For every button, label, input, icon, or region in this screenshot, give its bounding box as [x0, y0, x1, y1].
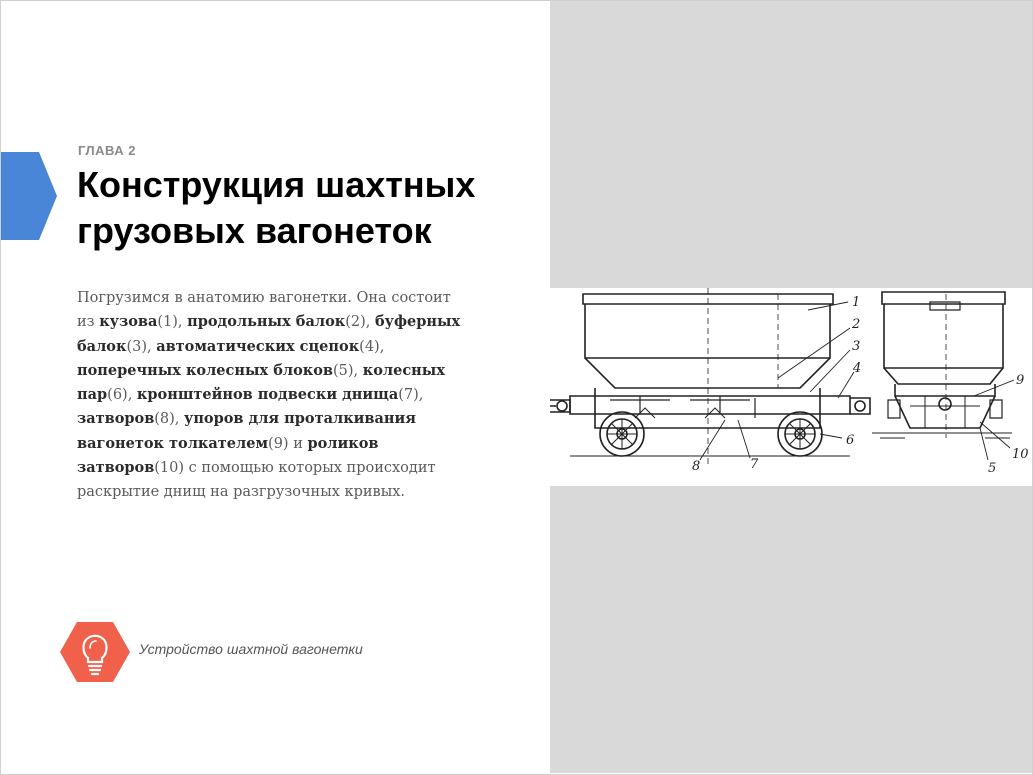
title-line-1: Конструкция шахтных	[77, 164, 476, 205]
chevron-right-icon	[1, 152, 57, 240]
body-text: (1),	[157, 314, 188, 331]
body-text: Погрузимся в анатомию вагонетки. Она состоит из	[77, 290, 451, 331]
mining-car-drawing	[550, 288, 1032, 486]
label-10: 10	[1012, 447, 1029, 462]
term-buffer-beams: буферных балок	[77, 313, 461, 355]
label-8: 8	[692, 459, 701, 474]
label-6: 6	[846, 433, 855, 448]
body-text: (9) и	[268, 435, 308, 452]
term-rollers: роликов затворов	[77, 434, 379, 477]
label-1: 1	[852, 295, 861, 310]
body-text: (10) с помощью которых происходит раскрытие днищ на разгрузочных кривых.	[77, 460, 436, 501]
body-text: (7),	[398, 387, 424, 404]
chapter-label: ГЛАВА 2	[78, 143, 137, 158]
term-body: кузова	[99, 313, 158, 331]
title-line-2: грузовых вагонеток	[77, 210, 432, 251]
term-gates: затворов	[77, 410, 155, 428]
label-7: 7	[750, 457, 759, 472]
body-text: (4),	[359, 338, 385, 355]
mining-car-schematic	[550, 288, 1032, 486]
page-title	[77, 162, 547, 254]
body-paragraph	[77, 286, 469, 505]
lightbulb-icon	[60, 622, 130, 682]
term-wheel-blocks: поперечных колесных блоков	[77, 361, 333, 379]
label-9: 9	[1016, 373, 1025, 388]
term-brackets: кронштейнов подвески днища	[136, 386, 399, 404]
caption: Устройство шахтной вагонетки	[139, 641, 363, 657]
term-stops: упоров для проталкивания вагонеток толкателем	[77, 410, 416, 452]
term-wheel-pairs: колесных пар	[77, 361, 445, 404]
body-text: (8),	[154, 411, 185, 428]
body-text: (3),	[126, 338, 157, 355]
term-auto-couplers: автоматических сцепок	[156, 337, 360, 355]
body-text: (2),	[345, 314, 375, 331]
label-2: 2	[852, 317, 861, 332]
label-4: 4	[853, 361, 862, 376]
body-text: (6),	[107, 387, 137, 404]
term-longitudinal-beams: продольных балок	[187, 313, 346, 331]
label-5: 5	[988, 461, 997, 476]
label-3: 3	[852, 339, 861, 354]
body-text: (5),	[333, 362, 363, 379]
